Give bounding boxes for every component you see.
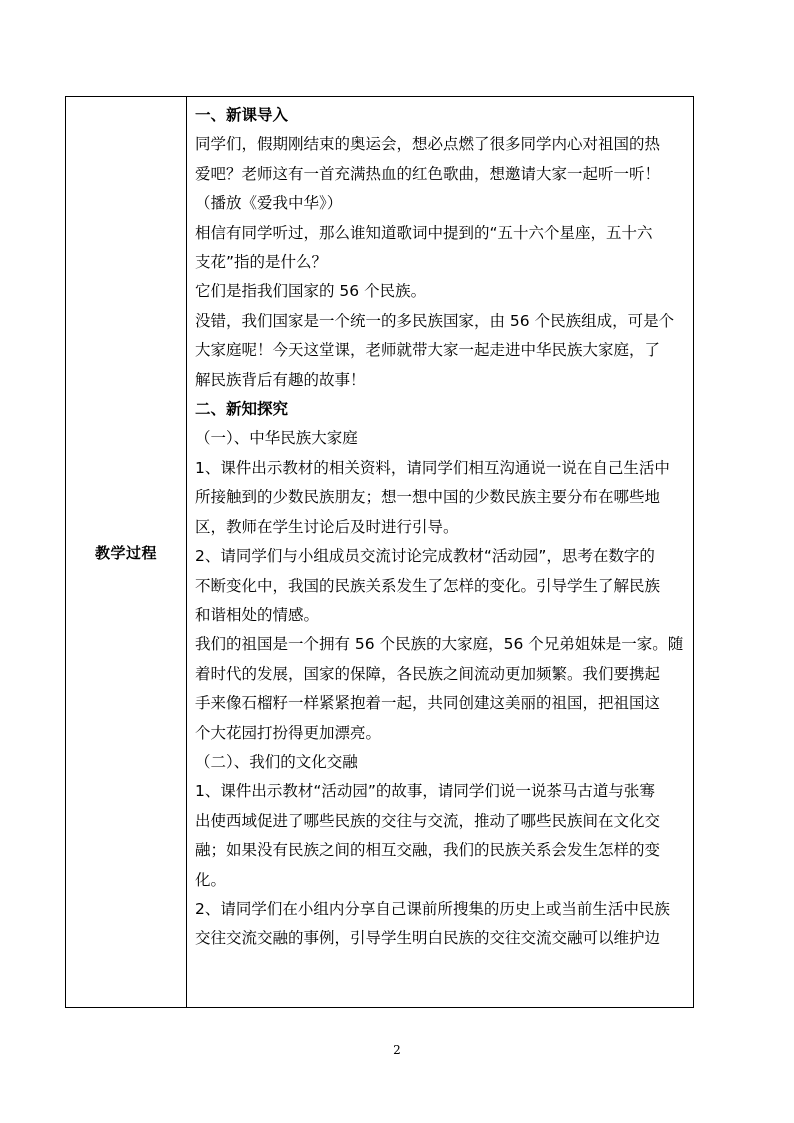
paragraph-line: 交往交流交融的事例，引导学生明白民族的交往交流交融可以维护边 <box>195 929 661 948</box>
paragraph-line: 相信有同学听过，那么谁知道歌词中提到的“五十六个星座，五十六 <box>195 223 653 242</box>
paragraph-line: 着时代的发展，国家的保障，各民族之间流动更加频繁。我们要携起 <box>195 664 661 683</box>
paragraph-line: 个大花园打扮得更加漂亮。 <box>195 723 382 742</box>
paragraph-line: （一）、中华民族大家庭 <box>195 429 358 448</box>
paragraph-line: 2、请同学们在小组内分享自己课前所搜集的历史上或当前生活中民族 <box>195 899 670 918</box>
paragraph-line: 它们是指我们国家的 56 个民族。 <box>195 282 427 301</box>
paragraph-line: 化。 <box>195 870 227 889</box>
paragraph-line: 所接触到的少数民族朋友；想一想中国的少数民族主要分布在哪些地 <box>195 488 661 507</box>
section-content-cell <box>187 97 694 1008</box>
paragraph-line: 解民族背后有趣的故事！ <box>195 370 366 389</box>
table-row <box>66 97 694 1008</box>
paragraph-line: 我们的祖国是一个拥有 56 个民族的大家庭，56 个兄弟姐妹是一家。随 <box>195 635 683 654</box>
section-label-cell <box>66 97 187 1008</box>
paragraph-line: 1、课件出示教材“活动园”的故事，请同学们说一说茶马古道与张骞 <box>195 782 655 801</box>
paragraph-line: 1、课件出示教材的相关资料，请同学们相互沟通说一说在自己生活中 <box>195 458 670 477</box>
page-number: 2 <box>393 1043 401 1057</box>
paragraph-line: （二）、我们的文化交融 <box>195 752 358 771</box>
paragraph-line: 手来像石榴籽一样紧紧抱着一起，共同创建这美丽的祖国，把祖国这 <box>195 694 661 713</box>
paragraph-line: 不断变化中，我国的民族关系发生了怎样的变化。引导学生了解民族 <box>195 576 661 595</box>
lesson-plan-table <box>65 96 694 1008</box>
content-text-block <box>195 101 683 954</box>
paragraph-line: 2、请同学们与小组成员交流讨论完成教材“活动园”，思考在数字的 <box>195 547 655 566</box>
paragraph-line: 和谐相处的情感。 <box>195 605 320 624</box>
section-label: 教学过程 <box>94 543 157 562</box>
paragraph-line: 爱吧？老师这有一首充满热血的红色歌曲，想邀请大家一起听一听！ <box>195 164 661 183</box>
paragraph-line: 支花”指的是什么？ <box>195 253 328 272</box>
paragraph-line: 出使西域促进了哪些民族的交往与交流，推动了哪些民族间在文化交 <box>195 811 661 830</box>
paragraph-line: （播放《爱我中华》） <box>195 194 343 213</box>
paragraph-line: 同学们，假期刚结束的奥运会，想必点燃了很多同学内心对祖国的热 <box>195 135 661 154</box>
section-heading: 一、新课导入 <box>195 106 289 124</box>
paragraph-line: 融；如果没有民族之间的相互交融，我们的民族关系会发生怎样的变 <box>195 841 661 860</box>
paragraph-line: 没错，我们国家是一个统一的多民族国家，由 56 个民族组成，可是个 <box>195 311 675 330</box>
paragraph-line: 大家庭呢！今天这堂课，老师就带大家一起走进中华民族大家庭，了 <box>195 341 661 360</box>
paragraph-line: 区，教师在学生讨论后及时进行引导。 <box>195 517 459 536</box>
section-heading: 二、新知探究 <box>195 400 289 419</box>
